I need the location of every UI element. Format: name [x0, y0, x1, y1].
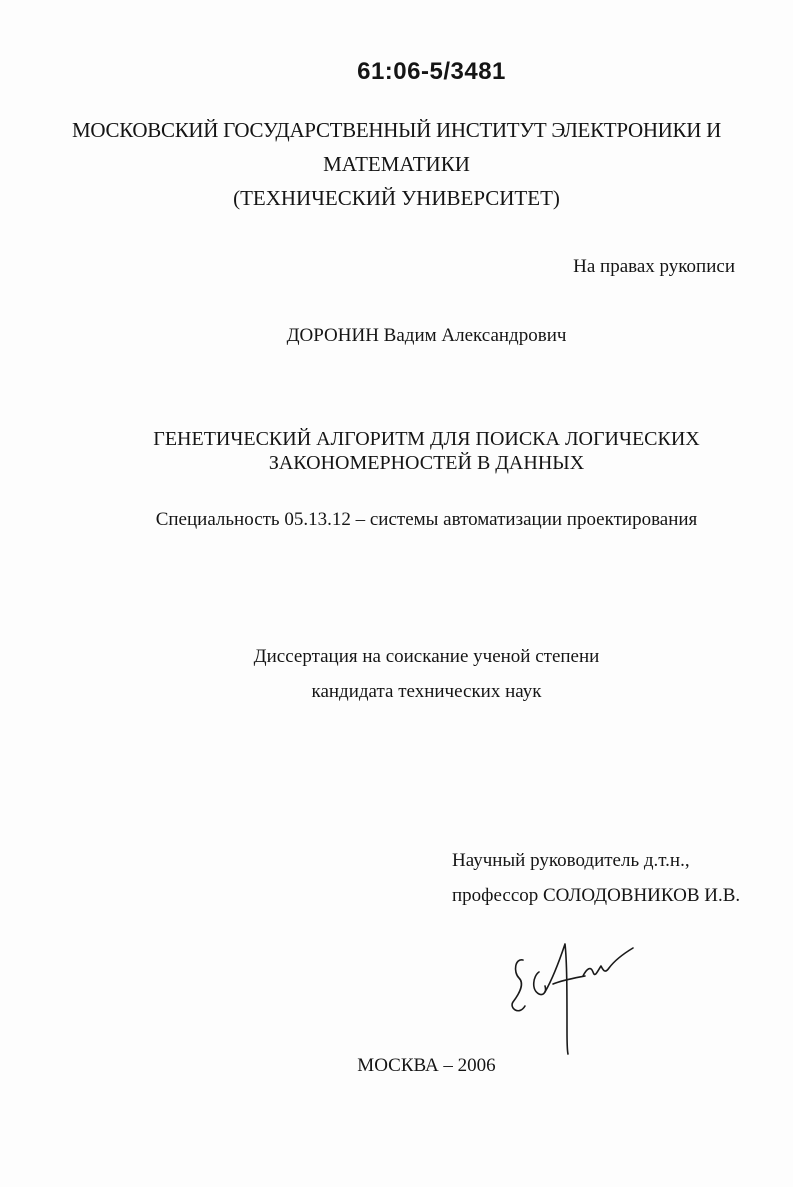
degree-line-1: Диссертация на соискание ученой степени	[253, 646, 600, 667]
institution-line-2: МАТЕМАТИКИ	[323, 152, 470, 176]
degree-line-2: кандидата технических наук	[311, 681, 542, 702]
institution-line-1: МОСКОВСКИЙ ГОСУДАРСТВЕННЫЙ ИНСТИТУТ ЭЛЕКТРОНИКИ И	[72, 118, 721, 142]
signature-icon	[505, 932, 645, 1057]
dissertation-title-line-2: ЗАКОНОМЕРНОСТЕЙ В ДАННЫХ	[268, 452, 585, 474]
institution-line-3: (ТЕХНИЧЕСКИЙ УНИВЕРСИТЕТ)	[233, 186, 560, 210]
dissertation-title-line-1: ГЕНЕТИЧЕСКИЙ АЛГОРИТМ ДЛЯ ПОИСКА ЛОГИЧЕСКИХ	[153, 428, 700, 450]
author-name: ДОРОНИН Вадим Александрович	[286, 325, 567, 346]
supervisor-line-2: профессор СОЛОДОВНИКОВ И.В.	[452, 885, 741, 906]
supervisor-line-1: Научный руководитель д.т.н.,	[452, 850, 690, 871]
manuscript-note: На правах рукописи	[573, 256, 735, 277]
city-year: МОСКВА – 2006	[357, 1055, 496, 1076]
catalog-number: 61:06-5/3481	[357, 58, 506, 85]
specialty: Специальность 05.13.12 – системы автоматизации проектирования	[155, 509, 698, 530]
